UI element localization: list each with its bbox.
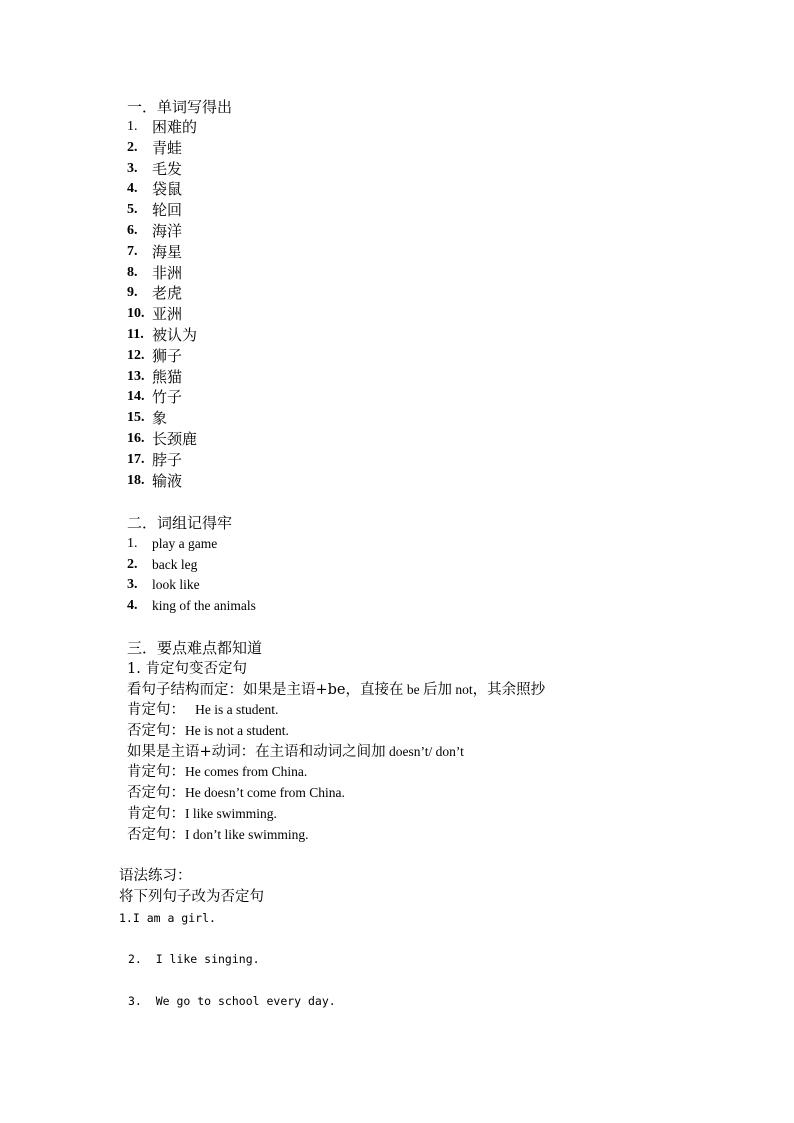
item-number: 4. <box>127 181 138 197</box>
item-text: 输液 <box>152 471 183 490</box>
section2-title: 二．词组记得牢 <box>127 514 233 532</box>
practice-question: 3. We go to school every day. <box>128 994 336 1008</box>
grammar-points <box>127 659 545 845</box>
grammar-practice <box>119 866 264 907</box>
item-text: 老虎 <box>152 284 183 303</box>
practice-title: 语法练习： <box>119 868 192 884</box>
item-text: 亚洲 <box>152 305 183 324</box>
item-text: back leg <box>152 556 198 572</box>
item-text: 海星 <box>152 242 183 261</box>
word-item <box>127 179 197 200</box>
item-text: 熊猫 <box>152 367 183 386</box>
word-item <box>127 450 197 471</box>
point-title: 1. 肯定句变否定句 <box>127 661 247 677</box>
example-negative: 否定句：He is not a student. <box>127 723 289 740</box>
item-text: 困难的 <box>152 118 198 136</box>
item-number: 2. <box>127 139 138 155</box>
item-text: 竹子 <box>152 388 183 407</box>
word-item <box>127 221 197 242</box>
item-number: 7. <box>127 243 138 259</box>
word-item <box>127 408 197 429</box>
rule-be: 看句子结构而定：如果是主语+be，直接在 be 后加 not，其余照抄 <box>127 681 546 698</box>
item-text: 被认为 <box>152 325 198 344</box>
item-text: 海洋 <box>152 221 183 240</box>
item-number: 18. <box>127 472 145 488</box>
practice-question: 2. I like singing. <box>128 952 260 966</box>
word-item <box>127 117 197 138</box>
item-text: 袋鼠 <box>152 180 183 199</box>
word-item <box>127 283 197 304</box>
item-text: play a game <box>152 536 218 551</box>
item-number: 11. <box>127 326 144 342</box>
phrase-item <box>127 575 256 596</box>
item-text: 轮回 <box>152 201 183 220</box>
word-item <box>127 429 197 450</box>
item-number: 6. <box>127 222 138 238</box>
item-text: 狮子 <box>152 346 183 365</box>
item-number: 1. <box>127 119 138 134</box>
word-item <box>127 387 197 408</box>
item-number: 15. <box>127 410 145 426</box>
word-item <box>127 367 197 388</box>
item-number: 4. <box>127 597 138 613</box>
phrase-item <box>127 596 256 617</box>
section1-title: 一．单词写得出 <box>127 98 233 116</box>
item-number: 3. <box>127 160 138 176</box>
item-text: 脖子 <box>152 450 183 469</box>
practice-instruction: 将下列句子改为否定句 <box>119 888 264 905</box>
item-number: 3. <box>127 577 138 593</box>
example-negative: 否定句：I don’t like swimming. <box>127 826 309 843</box>
item-number: 14. <box>127 389 145 405</box>
phrase-item <box>127 555 256 576</box>
word-item <box>127 325 197 346</box>
item-text: 毛发 <box>152 159 183 178</box>
word-item <box>127 200 197 221</box>
word-item <box>127 304 197 325</box>
item-number: 17. <box>127 451 145 467</box>
item-number: 12. <box>127 347 145 363</box>
item-number: 16. <box>127 430 145 446</box>
item-text: 象 <box>152 409 168 428</box>
example-affirmative: 肯定句： He is a student. <box>127 702 279 719</box>
item-number: 2. <box>127 556 138 572</box>
example-affirmative: 肯定句：I like swimming. <box>127 805 277 822</box>
word-item <box>127 159 197 180</box>
phrase-item <box>127 534 256 555</box>
item-text: king of the animals <box>152 597 256 613</box>
item-text: 非洲 <box>152 263 183 282</box>
example-negative: 否定句：He doesn’t come from China. <box>127 785 345 802</box>
section3-title: 三．要点难点都知道 <box>127 639 263 657</box>
item-number: 8. <box>127 264 138 280</box>
example-affirmative: 肯定句：He comes from China. <box>127 764 308 781</box>
word-item <box>127 242 197 263</box>
rule-verb: 如果是主语+动词：在主语和动词之间加 doesn’t/ don’t <box>127 743 464 760</box>
word-item <box>127 471 197 492</box>
item-number: 10. <box>127 306 145 322</box>
item-text: 长颈鹿 <box>152 429 198 448</box>
word-list <box>127 117 197 491</box>
practice-question: 1.I am a girl. <box>119 911 216 925</box>
item-number: 1. <box>127 536 138 551</box>
item-number: 9. <box>127 285 138 301</box>
item-text: look like <box>152 577 200 593</box>
word-item <box>127 263 197 284</box>
word-item <box>127 346 197 367</box>
item-number: 5. <box>127 202 138 218</box>
word-item <box>127 138 197 159</box>
item-number: 13. <box>127 368 145 384</box>
phrase-list <box>127 534 256 616</box>
item-text: 青蛙 <box>152 138 183 157</box>
